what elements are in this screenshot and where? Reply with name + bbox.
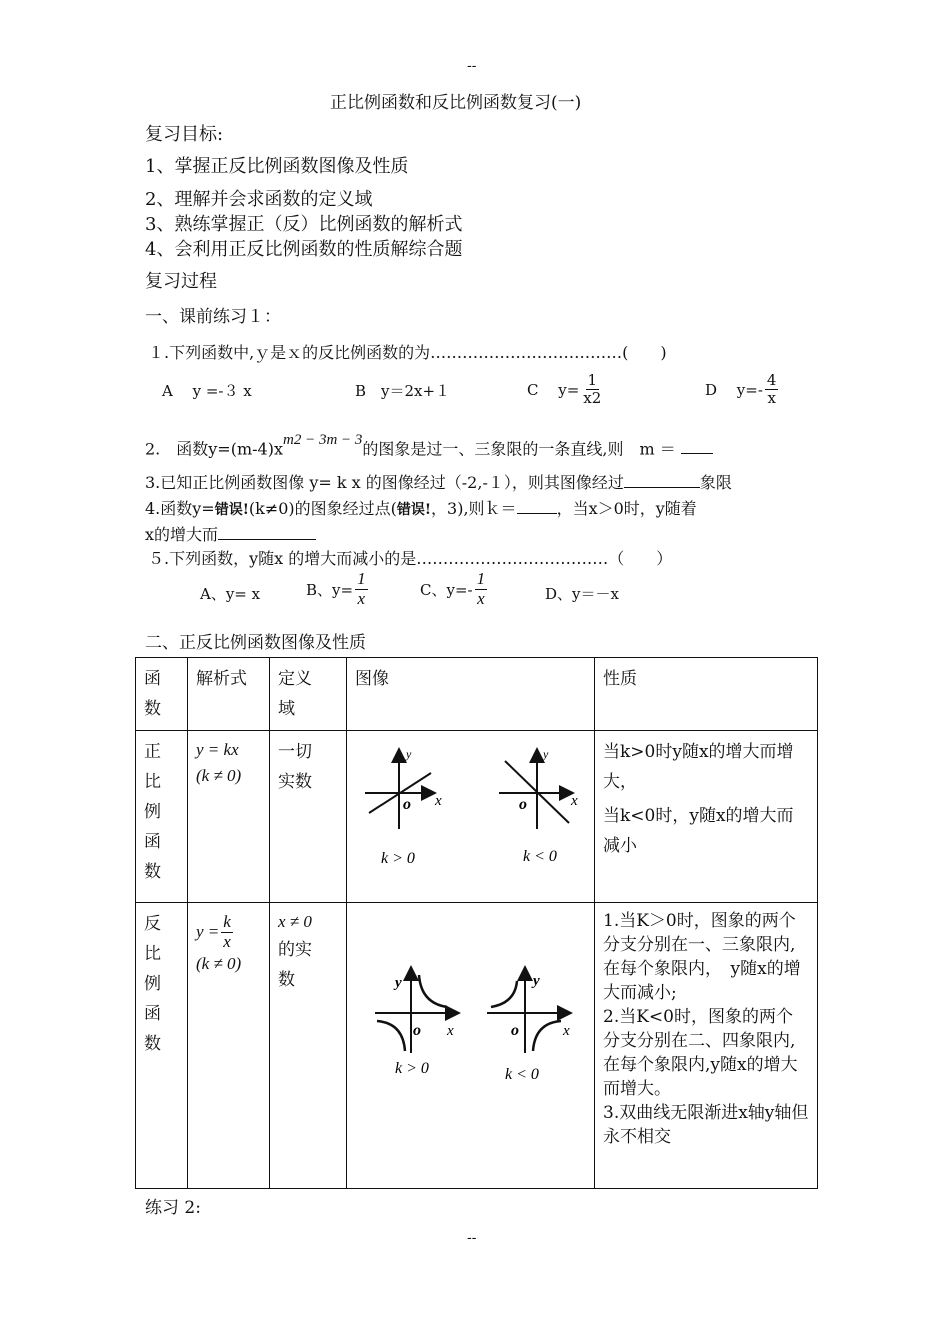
- q4-error-1: 错误!: [214, 502, 249, 518]
- q1-option-d-prefix: D y=-: [705, 380, 763, 399]
- hyperbola-branch-q4: [533, 1021, 561, 1051]
- inverse-formula-fraction: [221, 913, 233, 951]
- q1-option-c-den: x2: [583, 388, 602, 407]
- y-axis-label: y: [533, 973, 540, 989]
- q3-prefix: 3.已知正比例函数图像 y= k x 的图像经过（-2,-１），则其图像经过: [145, 473, 624, 492]
- hyperbola-branch-q2: [491, 981, 517, 1007]
- header-properties: 性质: [603, 669, 637, 689]
- q1-option-d: [705, 372, 780, 406]
- page-title: 正比例函数和反比例函数复习(一): [330, 93, 582, 113]
- q1-option-c: [527, 372, 605, 406]
- origin-label: o: [413, 1022, 421, 1039]
- q5-option-c-num: 1: [476, 569, 486, 588]
- hyperbola-branch-q1: [419, 975, 447, 1007]
- q3-suffix: 象限: [699, 473, 732, 492]
- q4-part1: 4.函数y=: [145, 499, 215, 518]
- header-cell: [188, 658, 270, 731]
- graph-label-positive: k > 0: [381, 850, 415, 867]
- inverse-graph-negative: [487, 969, 570, 1083]
- inverse-formula: [196, 913, 261, 951]
- goals-heading: 复习目标:: [145, 124, 224, 145]
- q5-option-b: [306, 570, 370, 608]
- properties-cell: [595, 731, 818, 903]
- direct-graph-positive: [365, 747, 442, 867]
- q5-option-c-prefix: C、y=-: [420, 580, 473, 599]
- q4-line-2: [145, 522, 316, 545]
- header-graph: 图像: [355, 669, 389, 689]
- inverse-property-1: 1.当K＞0时，图象的两个分支分别在一、三象限内,在每个象限内， y随x的增大而减小;: [603, 911, 801, 1003]
- q5-option-c-fraction: [475, 570, 488, 608]
- direct-formula: y = kx: [196, 740, 239, 759]
- inverse-formula-num: k: [223, 912, 231, 931]
- x-axis-label: x: [571, 793, 578, 809]
- q2-answer-blank[interactable]: [681, 439, 713, 454]
- header-cell: [347, 658, 595, 731]
- q4-part4: ，当x＞0时，y随着: [556, 499, 697, 518]
- q1-option-d-den: x: [767, 388, 776, 407]
- direct-property-2: 当k<0时，y随x的增大而减小: [603, 806, 794, 856]
- q1-option-c-num: 1: [587, 371, 598, 389]
- q4-line: [145, 496, 697, 519]
- header-cell: [595, 658, 818, 731]
- q5-option-d: D、y＝－x: [545, 585, 619, 603]
- q1-option-d-fraction: [765, 372, 779, 406]
- q1-option-c-prefix: C y=: [527, 380, 580, 399]
- q5-option-c: [420, 570, 489, 608]
- formula-cell: [188, 731, 270, 903]
- origin-label: o: [403, 796, 411, 813]
- direct-function-name: 正比例函数: [144, 742, 161, 882]
- footer-mark: --: [467, 1230, 477, 1246]
- q1-option-a: A y =-３ x: [162, 382, 252, 400]
- header-cell: [270, 658, 347, 731]
- origin-label: o: [519, 796, 527, 813]
- direct-domain: 一切实数: [278, 742, 312, 792]
- hyperbola-branch-q3: [377, 1021, 405, 1051]
- header-formula: 解析式: [196, 669, 247, 689]
- direct-property-1: 当k>0时y随x的增大而增大，: [603, 742, 794, 792]
- goal-item: 4、会利用正反比例函数的性质解综合题: [145, 239, 463, 260]
- inverse-property-2: 2.当K<0时，图象的两个分支分别在二、四象限内,在每个象限内,y随x的增大而增大。: [603, 1007, 798, 1099]
- y-axis-label: y: [395, 975, 402, 991]
- inverse-function-name: 反比例函数: [144, 914, 161, 1054]
- properties-cell: [595, 903, 818, 1189]
- section1-heading: 一、课前练习１：: [145, 307, 281, 327]
- table-row: [136, 731, 818, 903]
- q1-option-c-fraction: [581, 372, 603, 406]
- goal-item: 2、理解并会求函数的定义域: [145, 189, 373, 210]
- y-axis-label: y: [406, 747, 412, 761]
- goal-item: 1、掌握正反比例函数图像及性质: [145, 156, 409, 177]
- q5-option-b-prefix: B、y=: [306, 580, 354, 599]
- formula-cell: [188, 903, 270, 1189]
- graph-cell: [347, 731, 595, 903]
- q5-option-a: A、y= x: [200, 585, 261, 603]
- direct-graphs: [347, 731, 595, 903]
- q2-exponent: m2 − 3m − 3: [282, 432, 363, 448]
- graph-cell: [347, 903, 595, 1189]
- q1-stem: １.下列函数中,ｙ是ｘ的反比例函数的为………………………………( ): [148, 343, 667, 362]
- q4-part2: (k≠0)的图象经过点(: [248, 499, 397, 518]
- header-function: 函数: [144, 669, 161, 719]
- inverse-formula-lhs: y =: [196, 922, 220, 942]
- inverse-graph-positive: [375, 969, 457, 1077]
- q4-part3: ，3),则ｋ＝: [431, 499, 517, 518]
- x-axis-label: x: [435, 793, 442, 809]
- q2-line: [145, 432, 713, 459]
- q5-stem: ５.下列函数，y随x 的增大而减小的是………………………………（ ）: [148, 549, 673, 568]
- direct-graph-negative: [499, 747, 578, 865]
- y-axis-label: y: [543, 747, 549, 761]
- process-heading: 复习过程: [145, 271, 217, 292]
- q1-option-b: B y＝2x+１: [355, 382, 451, 400]
- x-axis-label: x: [447, 1023, 454, 1039]
- function-properties-table: [135, 657, 818, 1189]
- table-header-row: [136, 658, 818, 731]
- q1-option-d-num: 4: [766, 371, 777, 389]
- inverse-graphs: [347, 903, 595, 1191]
- inverse-formula-den: x: [223, 931, 231, 951]
- inverse-condition: (k ≠ 0): [196, 954, 242, 974]
- goal-item: 3、熟练掌握正（反）比例函数的解析式: [145, 214, 463, 235]
- domain-cell: [270, 903, 347, 1189]
- header-cell: [136, 658, 188, 731]
- inverse-property-3: 3.双曲线无限渐进x轴y轴但永不相交: [603, 1103, 809, 1147]
- graph-label-negative: k < 0: [505, 1066, 539, 1083]
- q5-option-b-num: 1: [357, 569, 366, 588]
- domain-cell: [270, 731, 347, 903]
- q5-option-b-fraction: [355, 570, 368, 608]
- direct-condition: (k ≠ 0): [196, 766, 242, 785]
- q3-answer-blank[interactable]: [624, 473, 700, 488]
- q3-line: [145, 470, 732, 493]
- inverse-domain-text: 的实数: [278, 940, 312, 990]
- x-axis-label: x: [563, 1023, 570, 1039]
- function-name-cell: [136, 731, 188, 903]
- graph-label-positive: k > 0: [395, 1060, 429, 1077]
- q2-suffix: 的图象是过一、三象限的一条直线,则 m ＝: [362, 439, 676, 459]
- header-domain: 定义域: [278, 669, 312, 719]
- section2-heading: 二、正反比例函数图像及性质: [145, 633, 366, 653]
- graph-label-negative: k < 0: [523, 848, 557, 865]
- inverse-domain-condition: x ≠ 0: [278, 912, 312, 931]
- q5-option-b-den: x: [357, 588, 366, 608]
- function-name-cell: [136, 903, 188, 1189]
- q4-line2-text: x的增大而: [145, 525, 219, 544]
- q4-k-blank[interactable]: [517, 499, 557, 514]
- q4-trend-blank[interactable]: [218, 525, 316, 540]
- q4-error-2: 错误!: [396, 502, 432, 518]
- q2-prefix: 2. 函数y=(m-4)x: [145, 439, 283, 459]
- table-row: [136, 903, 818, 1189]
- q5-option-c-den: x: [477, 588, 485, 608]
- header-mark: --: [467, 58, 477, 74]
- practice2-heading: 练习 2:: [145, 1198, 201, 1218]
- origin-label: o: [511, 1022, 519, 1039]
